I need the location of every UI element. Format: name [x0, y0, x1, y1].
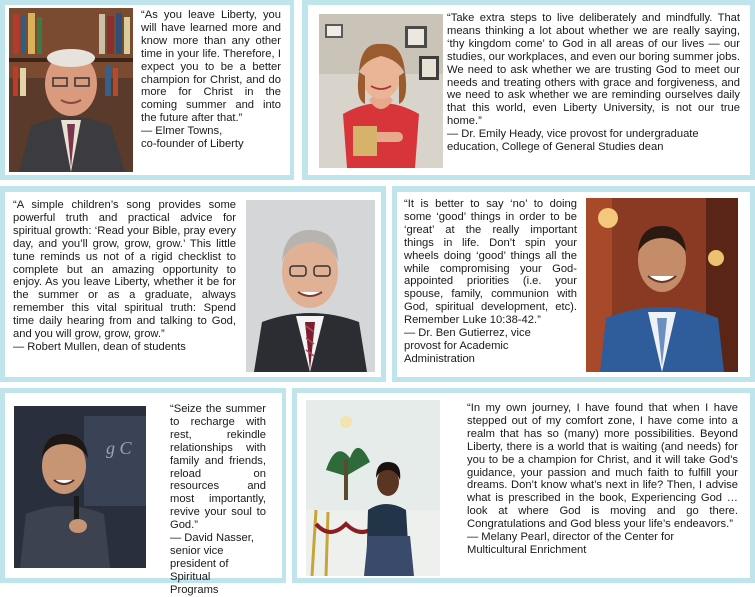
- svg-text:g C: g C: [106, 438, 132, 458]
- attribution-line: — Melany Pearl, director of the Center for: [467, 531, 675, 544]
- attribution-line: co-founder of Liberty: [141, 138, 244, 151]
- quote-text: “Seize the summer to recharge with rest, rekindle relationships with family and friends, reload on resources and most importantly, revive your soul to God.”: [170, 403, 266, 532]
- attribution-line: — Dr. Ben Gutierrez, vice: [404, 327, 531, 340]
- quote-text: “In my own journey, I have found that when I have stepped out of my comfort zone, I have come into a realm that has so (many) more possibilities. Beyond Liberty, there is a world that is waiting (and needs) for you to be a champion for Christ, and it will take God’s guidance, your passion and much faith to fulfill your dreams. Don’t know what’s next in life? Then, I advise what is prescribed in the book, Experiencing God … look at where God is moving and go there. Congratulations and God bless your life’s endeavors.”: [467, 402, 738, 531]
- quote-card-emily-heady: [302, 0, 755, 180]
- quote-text-block: [467, 402, 738, 557]
- attribution-line: education, College of General Studies dean: [447, 141, 664, 154]
- photo-ben-gutierrez: [586, 198, 738, 372]
- quote-text-block: [447, 12, 740, 154]
- quote-card-melany-pearl: [292, 388, 755, 583]
- quote-card-ben-gutierrez: [392, 186, 755, 382]
- attribution-line: — Robert Mullen, dean of students: [13, 340, 186, 353]
- quote-card-elmer-towns: [0, 0, 294, 180]
- photo-emily-heady: [319, 14, 443, 168]
- quote-text-block: [170, 403, 266, 597]
- quote-text: “As you leave Liberty, you will have learned more and know more than any other time in your life. Therefore, I expect you to be a better champion for Christ, and do more for Christ in the coming summer and into the future after that.”: [141, 9, 281, 125]
- quote-card-robert-mullen: [0, 186, 386, 382]
- quote-text-block: [404, 198, 577, 366]
- attribution-line: — Elmer Towns,: [141, 125, 223, 138]
- attribution-line: — David Nasser,: [170, 532, 254, 545]
- attribution-line: Multicultural Enrichment: [467, 543, 587, 556]
- attribution-line: Administration: [404, 352, 475, 365]
- photo-robert-mullen: [246, 200, 375, 372]
- quote-text-block: [13, 199, 236, 354]
- attribution-line: provost for Academic: [404, 339, 509, 352]
- quote-card-david-nasser: [0, 388, 286, 596]
- quote-text: “It is better to say ‘no’ to doing some ‘good’ things in order to be ‘great’ at the really important things in life. Don’t spin your wheels doing ‘good’ things all the while compromising your God-appointed priorities (i.e. your spouse, family, communion with God, spiritual development, etc). Remember Luke 10:38-42.”: [404, 198, 577, 327]
- photo-elmer-towns: [9, 8, 133, 172]
- attribution-line: senior vice president of Spiritual: [170, 544, 229, 583]
- quote-text: “Take extra steps to live deliberately and mindfully. That means thinking a lot about whether we are really saying, ‘thy kingdom come’ to God in all areas of our lives — our studies, our workplaces, and even our boring summer jobs. We need to ask whether we are trusting God to meet our needs and treating others with grace and forgiveness, and we need to ask whether we are reminding ourselves daily that this world, even Liberty University, is not our true home.”: [447, 12, 740, 128]
- quote-text: “A simple children’s song provides some powerful truth and practical advice for spiritual growth: ‘Read your Bible, pray every day, and you’ll grow, grow, grow.’ This little tune reminds us not of a rigid checklist to complete but an amazing opportunity to enjoy. As you leave Liberty, whether it be for the summer or as a graduate, always remember this vital spiritual truth: Spend time daily hearing from and talking to God, and you will grow, grow, grow.”: [13, 199, 236, 341]
- attribution-line: — Dr. Emily Heady, vice provost for undergraduate: [447, 128, 699, 141]
- photo-melany-pearl: [306, 400, 440, 576]
- attribution-line: Programs: [170, 583, 219, 596]
- photo-david-nasser: [14, 406, 146, 568]
- quote-text-block: [141, 9, 281, 151]
